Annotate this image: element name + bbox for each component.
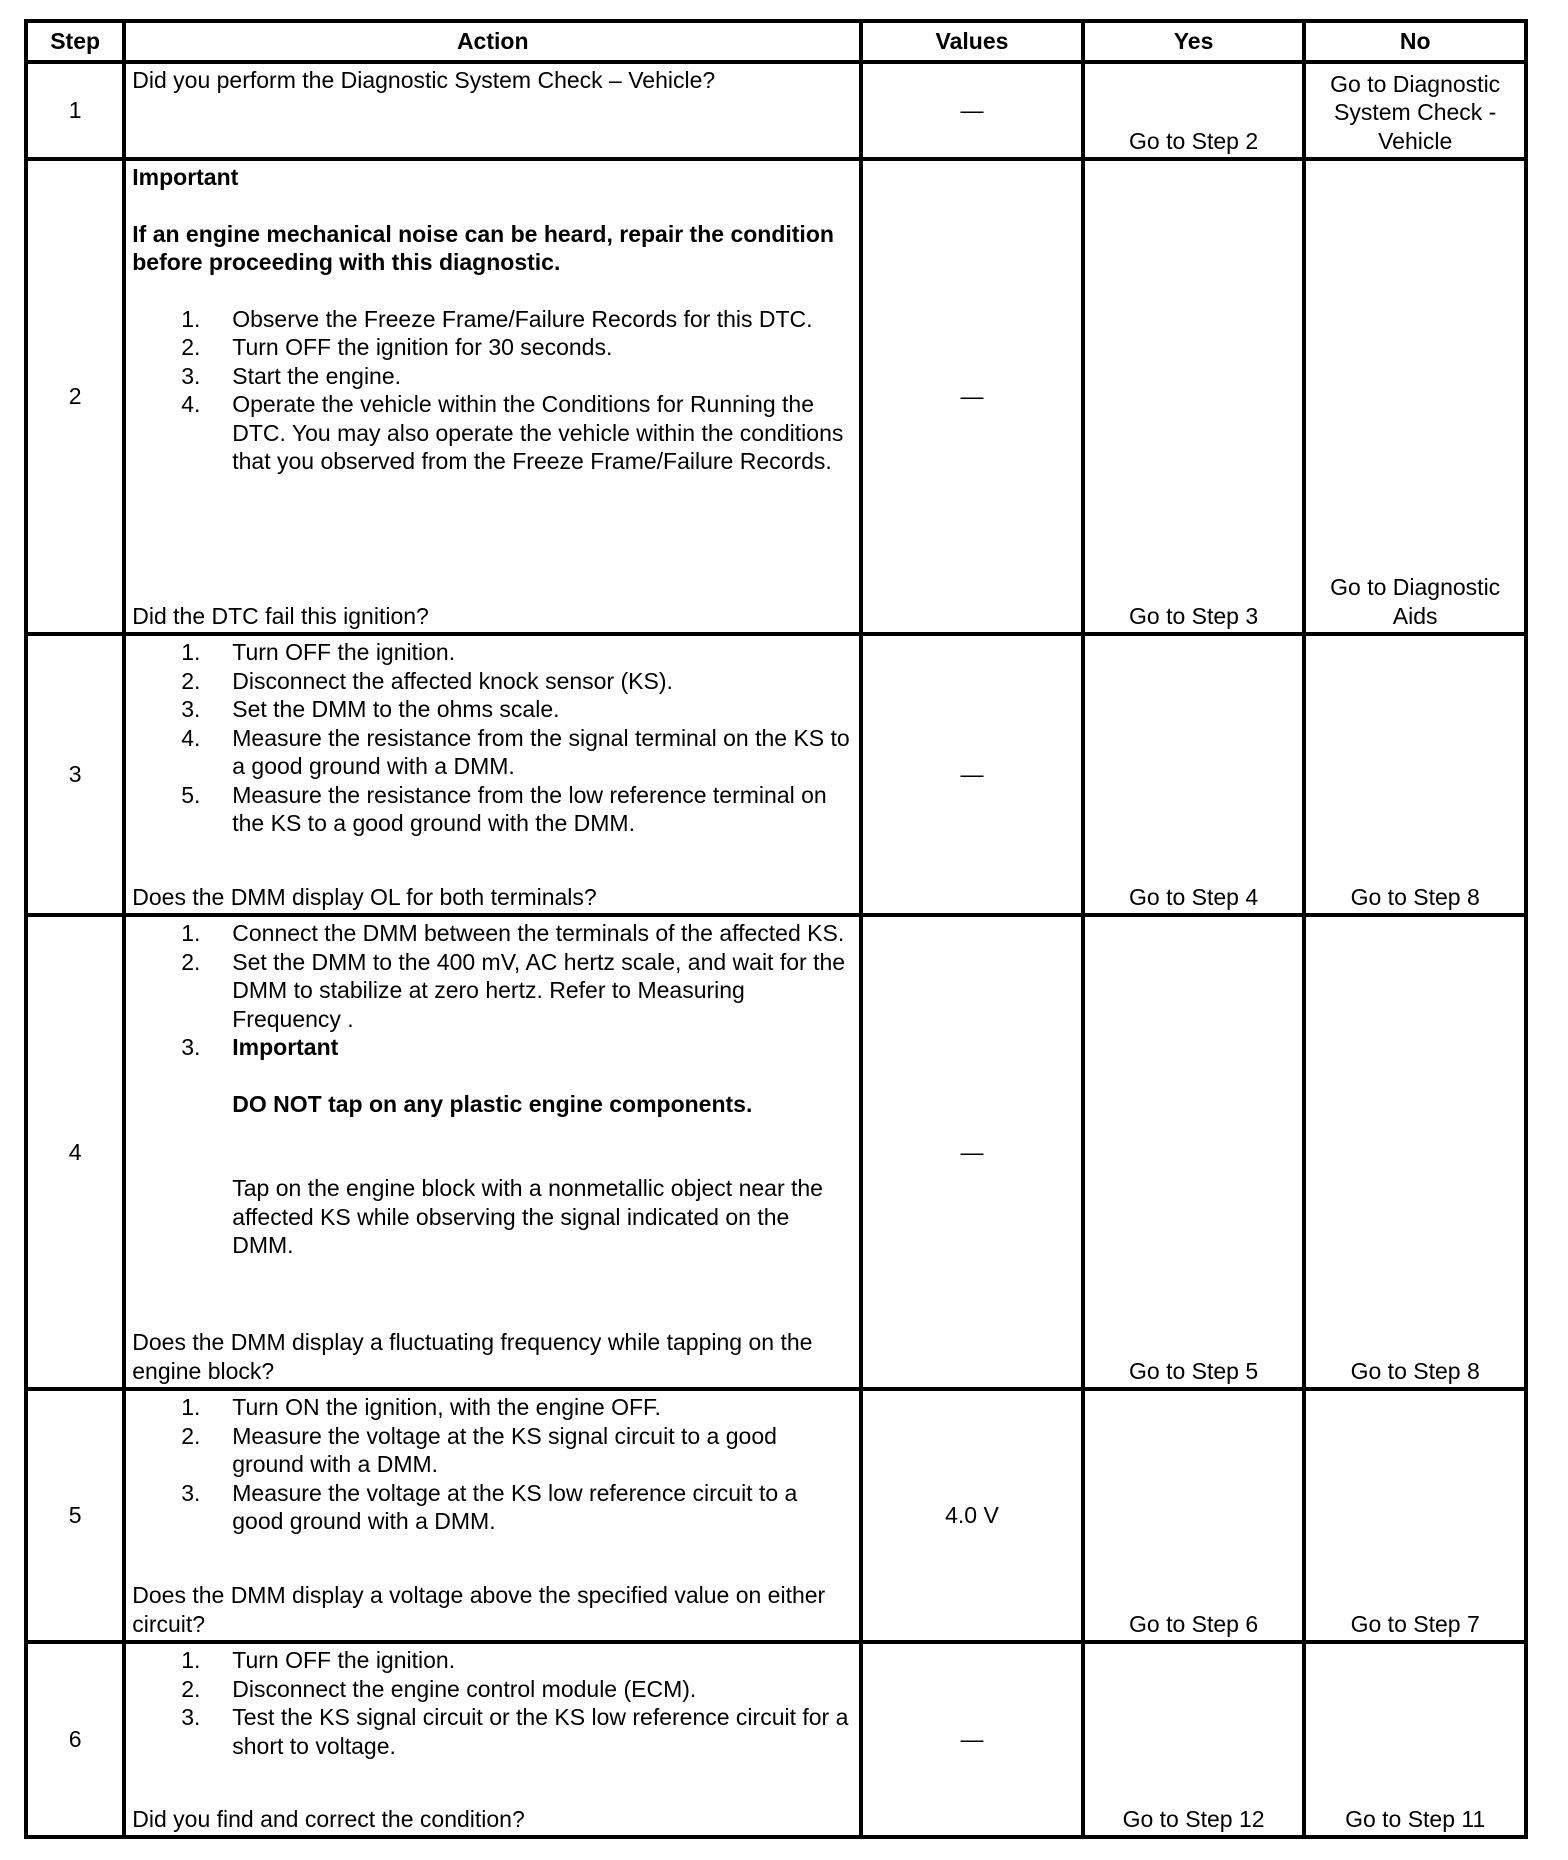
table-row [26,62,1526,159]
table-row [26,634,1526,915]
list-item: 5. Measure the resistance from the low reference terminal on the KS to a good ground with the DMM. [181,781,827,836]
list-item: 1. Turn OFF the ignition. [181,639,456,665]
step-number: 5 [26,1389,124,1642]
action-cell [124,1389,861,1642]
header-values: Values [861,21,1083,62]
value: 4.0 V [861,1389,1083,1642]
instruction-list [132,638,853,838]
diagnostic-table [24,19,1528,1839]
sub-important-text: DO NOT tap on any plastic engine components. [232,1090,753,1117]
important-text: If an engine mechanical noise can be heard, repair the condition before proceeding with this diagnostic. [132,220,834,275]
no-cell: Go to Step 8 [1304,915,1526,1389]
step-number: 3 [26,634,124,915]
question: Does the DMM display a voltage above the specified value on either circuit? [132,1582,826,1637]
table-row [26,915,1526,1389]
step-number: 2 [26,159,124,634]
list-item: 2. Turn OFF the ignition for 30 seconds. [181,334,613,360]
no-cell: Go to Diagnostic Aids [1304,159,1526,634]
list-item: 3. Start the engine. [181,362,402,389]
list-item: 1. Turn OFF the ignition. [181,1647,456,1673]
no-cell: Go to Step 11 [1304,1642,1526,1837]
important-label: Important [132,164,239,190]
yes-cell: Go to Step 12 [1083,1642,1305,1837]
yes-cell: Go to Step 3 [1083,159,1305,634]
table-row [26,159,1526,634]
list-item: 2. Disconnect the affected knock sensor (KS). [181,667,673,694]
instruction-list [132,305,853,476]
list-item: 1. Turn ON the ignition, with the engine OFF. [181,1394,661,1420]
list-item: 3. Test the KS signal circuit or the KS low reference circuit for a short to voltage. [181,1704,849,1759]
value: — [861,159,1083,634]
list-item: 2. Set the DMM to the 400 mV, AC hertz scale, and wait for the DMM to stabilize at zero hertz. Refer to Measuring Frequency . [181,948,846,1032]
yes-cell: Go to Step 4 [1083,634,1305,915]
instruction-list [132,919,853,1062]
value: — [861,1642,1083,1837]
header-yes: Yes [1083,21,1305,62]
question: Did you find and correct the condition? [132,1805,525,1832]
list-item: 3. Important [181,1034,339,1060]
no-cell: Go to Diagnostic System Check - Vehicle [1304,62,1526,159]
yes-cell: Go to Step 5 [1083,915,1305,1389]
action-cell [124,915,861,1389]
list-item: 1. Observe the Freeze Frame/Failure Records for this DTC. [181,305,813,332]
list-item: 4. Operate the vehicle within the Conditions for Running the DTC. You may also operate the vehicle within the conditions that you observed from the Freeze Frame/Failure Records. [181,391,844,474]
instruction-list [132,1393,853,1536]
header-step: Step [26,21,124,62]
list-item: 3. Measure the voltage at the KS low reference circuit to a good ground with a DMM. [181,1479,798,1534]
question: Did the DTC fail this ignition? [132,602,429,629]
list-item: 1. Connect the DMM between the terminals of the affected KS. [181,920,845,946]
table-row [26,1389,1526,1642]
question: Did you perform the Diagnostic System Check – Vehicle? [132,67,716,93]
list-item: 3. Set the DMM to the ohms scale. [181,696,560,722]
step-number: 1 [26,62,124,159]
action-cell [124,634,861,915]
header-row [26,21,1526,62]
instruction-list [132,1646,853,1760]
yes-cell: Go to Step 6 [1083,1389,1305,1642]
question: Does the DMM display OL for both terminals? [132,883,597,910]
no-cell: Go to Step 7 [1304,1389,1526,1642]
value: — [861,62,1083,159]
step-number: 4 [26,915,124,1389]
header-no: No [1304,21,1526,62]
header-action: Action [124,21,861,62]
no-cell: Go to Step 8 [1304,634,1526,915]
value: — [861,915,1083,1389]
value: — [861,634,1083,915]
action-cell [124,159,861,634]
step-number: 6 [26,1642,124,1837]
list-item: 2. Disconnect the engine control module (ECM). [181,1675,697,1702]
list-item: 4. Measure the resistance from the signal terminal on the KS to a good ground with a DMM. [181,724,850,779]
yes-cell: Go to Step 2 [1083,62,1305,159]
action-cell [124,1642,861,1837]
question: Does the DMM display a fluctuating frequency while tapping on the engine block? [132,1329,813,1384]
list-item: 2. Measure the voltage at the KS signal circuit to a good ground with a DMM. [181,1422,777,1477]
action-cell [124,62,861,159]
sub-instruction-text: Tap on the engine block with a nonmetallic object near the affected KS while observing the signal indicated on the DMM. [232,1175,823,1258]
table-row [26,1642,1526,1837]
